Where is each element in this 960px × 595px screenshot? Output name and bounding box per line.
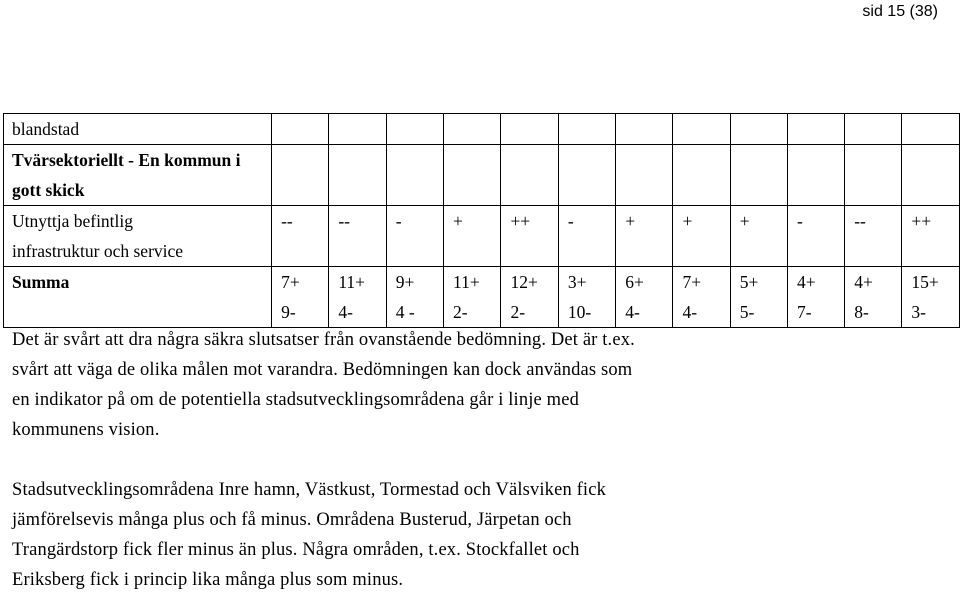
rating-cell [329, 114, 386, 145]
rating-value: ++ [911, 211, 932, 231]
summary-cell [386, 267, 443, 328]
summary-cell [845, 267, 902, 328]
minus-count: 4- [338, 302, 353, 322]
rating-cell [558, 206, 615, 267]
rating-value: + [625, 211, 636, 231]
rating-cell [272, 114, 329, 145]
rating-value: + [682, 211, 693, 231]
paragraph-areas [12, 475, 606, 595]
paragraph-line: en indikator på om de potentiella stadsutvecklingsområdena går i linje med [12, 390, 579, 410]
row-label-text: blandstad [12, 119, 80, 139]
plus-count: 9+ [395, 272, 415, 292]
row-label-text: Tvärsektoriellt - En kommun i gott skick [12, 150, 241, 200]
rating-cell [386, 145, 443, 206]
plus-count: 4+ [854, 272, 873, 292]
minus-count: 2- [453, 302, 468, 322]
plus-count: 11+ [338, 272, 366, 292]
rating-cell [616, 114, 673, 145]
rating-cell [616, 145, 673, 206]
row-label-line: infrastruktur och service [12, 241, 184, 261]
rating-value: + [739, 211, 750, 231]
minus-count: 2- [510, 302, 526, 322]
rating-cell [845, 206, 902, 267]
plus-count: 4+ [796, 272, 816, 292]
rating-cell [272, 206, 329, 267]
rating-value: ++ [510, 211, 531, 231]
summary-cell [673, 267, 730, 328]
rating-cell [558, 114, 615, 145]
summary-cell [329, 267, 386, 328]
rating-cell [730, 206, 787, 267]
assessment-table [3, 113, 960, 328]
paragraph-line: Eriksberg fick i princip lika många plus som minus. [12, 570, 404, 590]
plus-count: 7+ [682, 272, 702, 292]
rating-cell [329, 206, 386, 267]
rating-cell [444, 114, 501, 145]
plus-count: 15+ [911, 272, 939, 292]
rating-cell [787, 145, 844, 206]
row-label-line: Utnyttja befintlig [12, 211, 134, 231]
rating-value: - [796, 211, 803, 231]
rating-cell [902, 145, 960, 206]
rating-cell [329, 145, 386, 206]
plus-count: 7+ [281, 272, 300, 292]
table-row [4, 206, 960, 267]
table-row [4, 267, 960, 328]
rating-cell [730, 114, 787, 145]
minus-count: 4- [682, 302, 698, 322]
rating-value: - [395, 211, 402, 231]
rating-cell [272, 145, 329, 206]
plus-count: 6+ [625, 272, 644, 292]
plus-count: 3+ [567, 272, 587, 292]
minus-count: 4- [625, 302, 640, 322]
rating-value: - [567, 211, 574, 231]
rating-cell [673, 114, 730, 145]
rating-cell [730, 145, 787, 206]
row-label [4, 267, 272, 328]
rating-cell [444, 145, 501, 206]
rating-value: -- [281, 211, 293, 231]
minus-count: 7- [796, 302, 812, 322]
summary-cell [730, 267, 787, 328]
rating-cell [616, 206, 673, 267]
rating-cell [902, 114, 960, 145]
rating-cell [386, 206, 443, 267]
rating-cell [845, 114, 902, 145]
summary-cell [272, 267, 329, 328]
summary-cell [787, 267, 844, 328]
rating-cell [845, 145, 902, 206]
row-label [4, 114, 272, 145]
minus-count: 4 - [395, 302, 415, 322]
rating-cell [787, 114, 844, 145]
paragraph-line: svårt att väga de olika målen mot varandra. Bedömningen kan dock användas som [12, 360, 633, 380]
rating-cell [902, 206, 960, 267]
minus-count: 10- [567, 302, 592, 322]
paragraph-line: Stadsutvecklingsområdena Inre hamn, Västkust, Tormestad och Välsviken fick [12, 480, 606, 500]
paragraph-conclusion [12, 325, 635, 445]
rating-value: -- [338, 211, 350, 231]
minus-count: 9- [281, 302, 296, 322]
minus-count: 3- [911, 302, 926, 322]
row-label-text: Summa [12, 272, 70, 292]
rating-cell [386, 114, 443, 145]
paragraph-line: kommunens vision. [12, 420, 160, 440]
plus-count: 12+ [510, 272, 538, 292]
minus-count: 5- [739, 302, 755, 322]
paragraph-line: Det är svårt att dra några säkra slutsatser från ovanstående bedömning. Det är t.ex. [12, 330, 635, 350]
plus-count: 5+ [739, 272, 759, 292]
rating-cell [673, 206, 730, 267]
summary-cell [501, 267, 558, 328]
page-number: sid 15 (38) [862, 3, 938, 20]
table-row [4, 114, 960, 145]
summary-cell [902, 267, 960, 328]
minus-count: 8- [854, 302, 869, 322]
summary-cell [558, 267, 615, 328]
row-label [4, 206, 272, 267]
rating-cell [558, 145, 615, 206]
rating-cell [501, 145, 558, 206]
summary-cell [616, 267, 673, 328]
rating-cell [501, 114, 558, 145]
rating-value: + [453, 211, 463, 231]
rating-cell [673, 145, 730, 206]
rating-cell [787, 206, 844, 267]
rating-value: -- [854, 211, 866, 231]
rating-cell [444, 206, 501, 267]
table-row [4, 145, 960, 206]
paragraph-line: Trangärdstorp fick fler minus än plus. Några områden, t.ex. Stockfallet och [12, 540, 580, 560]
rating-cell [501, 206, 558, 267]
row-label [4, 145, 272, 206]
summary-cell [444, 267, 501, 328]
paragraph-line: jämförelsevis många plus och få minus. Områdena Busterud, Järpetan och [12, 510, 572, 530]
plus-count: 11+ [453, 272, 480, 292]
